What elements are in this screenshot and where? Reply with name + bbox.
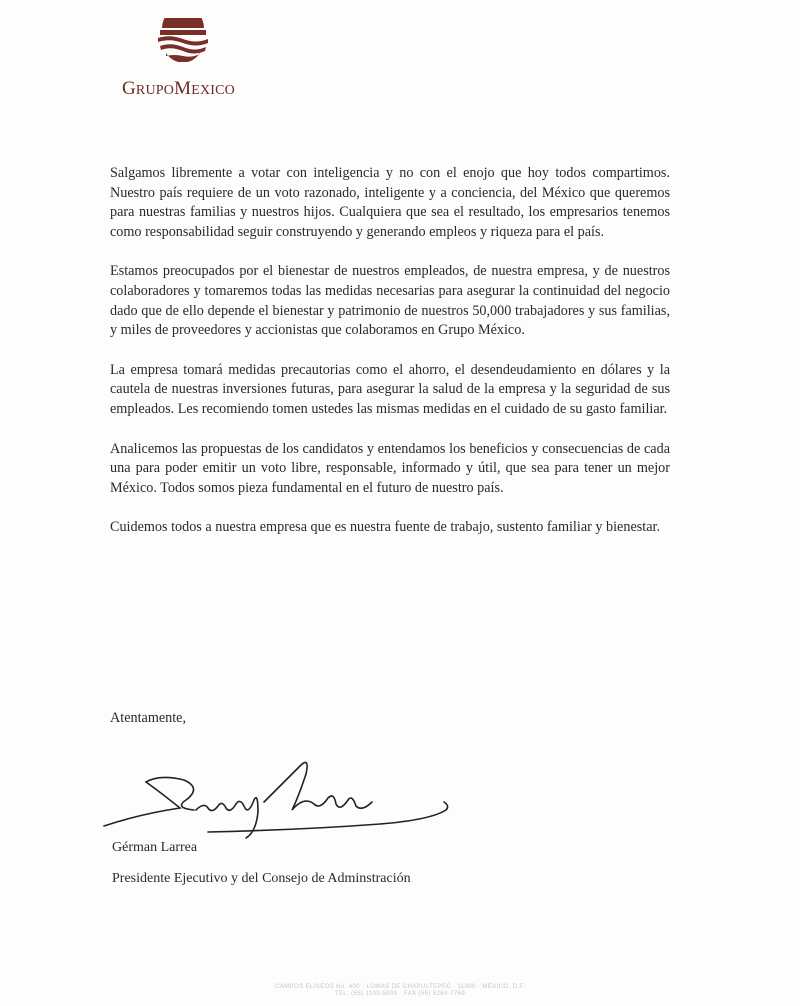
letterhead-footer [0,984,800,998]
paragraph: Salgamos libremente a votar con inteligencia y no con el enojo que hoy todos compartimos. Nuestro país requiere de un voto razonado, inteligente y a conciencia, del México que queremos para nuestras familias y nuestros hijos. Cualquiera que sea el resultado, los empresarios tenemos como responsabilidad seguir construyendo y generando empleos y riqueza para el país. [110,165,670,240]
paragraph: Estamos preocupados por el bienestar de nuestros empleados, de nuestra empresa, y de nuestros colaboradores y tomaremos todas las medidas necesarias para asegurar la continuidad del negocio dado que de ello depende el bienestar y patrimonio de nuestros 50,000 trabajadores y sus familias, y miles de proveedores y accionistas que colaboramos en Grupo México. [110,263,670,339]
paragraph: La empresa tomará medidas precautorias como el ahorro, el desendeudamiento en dólares y la cautela de nuestras inversiones futuras, para asegurar la salud de la empresa y la seguridad de sus empleados. Les recomiendo tomen ustedes las mismas medidas en el cuidado de su gasto familiar. [110,361,670,417]
footer-phone: TEL. (55) 1103-5000 · FAX (55) 5264-7769 [334,991,466,997]
grupo-mexico-logo-icon [156,18,210,62]
signer-name: Gérman Larrea [112,840,198,855]
brand-name: GRUPOMEXICO [122,78,235,99]
closing: Atentamente, [110,710,187,726]
footer-address: CAMPOS ELÍSEOS No. 400 · LOMAS DE CHAPULTEPEC · 11000 · MÉXICO, D.F. [275,984,525,990]
letter-body [110,164,670,558]
paragraph: Analicemos las propuestas de los candidatos y entendamos los beneficios y consecuencias de cada una para poder emitir un voto libre, responsable, informado y útil, que sea para tener un mejor México. Todos somos pieza fundamental en el futuro de nuestro país. [110,440,670,496]
letterhead [120,18,250,62]
paragraph: Cuidemos todos a nuestra empresa que es nuestra fuente de trabajo, sustento familiar y bienestar. [110,519,660,536]
signer-title: Presidente Ejecutivo y del Consejo de Adminstración [112,871,411,886]
signature [100,752,460,847]
signature-icon [100,752,460,842]
